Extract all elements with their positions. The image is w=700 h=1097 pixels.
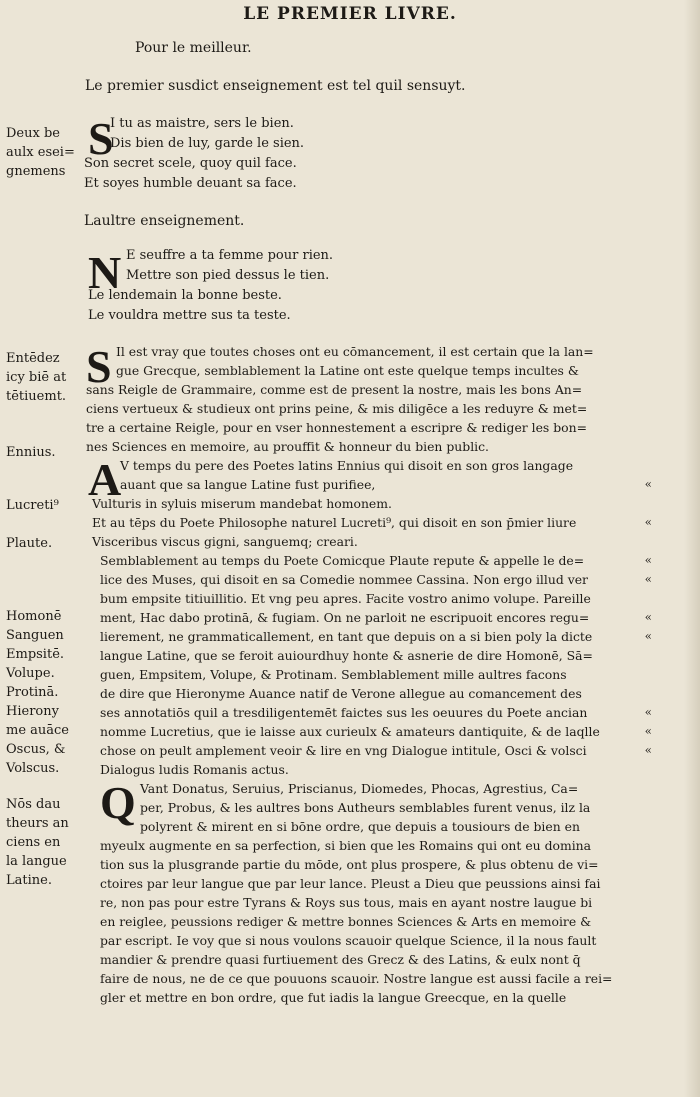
prose3-line: polyrent & mirent en si bōne ordre, que depuis a tousiours de bien en	[140, 819, 580, 834]
margin-note-homone: Homonē Sanguen Empsitē. Volupe. Protinā. Hierony me auāce Oscus, & Volscus.	[6, 609, 70, 776]
dropcap-q-prose3: Q	[100, 777, 136, 828]
prose2-line: ses annotatiōs quil a tresdiligentemēt faictes sus les oeuures du Poete ancian	[100, 705, 588, 720]
margin-note-deux-beaux: Deux be aulx esei= gnemens	[6, 126, 75, 179]
prose2-line: Visceribus viscus gigni, sanguemq; creari.	[92, 534, 358, 549]
prose2-line: Et au tēps du Poete Philosophe naturel Lucreti⁹, qui disoit en son p̄mier liure	[92, 515, 577, 530]
prose2-line: Dialogus ludis Romanis actus.	[100, 762, 289, 777]
margin-note-plaute: Plaute.	[6, 536, 53, 551]
quote-mark: «	[644, 724, 652, 738]
prose2-line: ment, Hac dabo protinā, & fugiam. On ne parloit ne escripuoit encores regu=	[100, 610, 590, 625]
dropcap-n-poem2: N	[88, 247, 122, 298]
quote-mark: «	[644, 515, 652, 529]
prose2-line: nomme Lucretius, que ie laisse aux curieulx & amateurs dantiquite, & de laqlle	[100, 724, 600, 739]
quote-mark: «	[644, 743, 652, 757]
prose1-line: tre a certaine Reigle, pour en vser honnestement a escripre & rediger les bon=	[86, 420, 587, 435]
poem2-line: Le lendemain la bonne beste.	[88, 288, 282, 303]
prose1-line: Il est vray que toutes choses ont eu cōmancement, il est certain que la lan=	[116, 344, 594, 359]
poem1-line: Son secret scele, quoy quil face.	[84, 156, 297, 171]
prose3-line: tion sus la plusgrande partie du mōde, ont plus prospere, & plus obtenu de vi=	[100, 857, 599, 872]
prose3-line: par escript. Ie voy que si nous voulons scauoir quelque Science, il la nous fault	[100, 933, 597, 948]
prose2-line: bum empsite titiuillitio. Et vng peu apres. Facite vostro animo volupe. Pareille	[100, 591, 591, 606]
prose1-line: nes Sciences en memoire, au prouffit & honneur du bien public.	[86, 439, 489, 454]
prose2-line: guen, Empsitem, Volupe, & Protinam. Semblablement mille aultres facons	[100, 667, 567, 682]
quote-mark: «	[644, 705, 652, 719]
prose2-line: de dire que Hieronyme Auance natif de Verone allegue au comancement des	[100, 686, 582, 701]
page-fold-shadow	[684, 0, 700, 1097]
margin-note-nos-autheurs: Nōs dau theurs an ciens en la langue Latine.	[6, 797, 69, 888]
pour-le-meilleur: Pour le meilleur.	[135, 40, 252, 56]
margin-note-lucreti: Lucreti⁹	[6, 498, 59, 513]
prose3-line: gler et mettre en bon ordre, que fut iadis la langue Greecque, en la quelle	[100, 990, 567, 1005]
poem1-line: Dis bien de luy, garde le sien.	[110, 136, 305, 151]
quote-mark: «	[644, 572, 652, 586]
premier-heading: Le premier susdict enseignement est tel quil sensuyt.	[85, 78, 466, 94]
second-heading: Laultre enseignement.	[84, 213, 245, 229]
dropcap-s-poem1: S	[88, 113, 114, 164]
prose3-line: faire de nous, ne de ce que pouuons scauoir. Nostre langue est aussi facile a rei=	[100, 971, 613, 986]
poem2-line: Le vouldra mettre sus ta teste.	[88, 308, 291, 323]
quote-mark: «	[644, 477, 652, 491]
prose3-line: en reiglee, peussions rediger & mettre bonnes Sciences & Arts en memoire &	[100, 914, 592, 929]
prose3-line: ctoires par leur langue que par leur lance. Pleust a Dieu que peussions ainsi fai	[100, 876, 601, 891]
prose2-line: Vulturis in syluis miserum mandebat homonem.	[92, 496, 392, 511]
quote-mark: «	[644, 553, 652, 567]
poem2-line: Mettre son pied dessus le tien.	[126, 268, 330, 283]
dropcap-s-prose1: S	[86, 341, 112, 392]
prose3-line: re, non pas pour estre Tyrans & Roys sus tous, mais en ayant nostre laugue bi	[100, 895, 593, 910]
running-title: LE PREMIER LIVRE.	[243, 4, 457, 24]
poem1-line: Et soyes humble deuant sa face.	[84, 176, 297, 191]
prose3-line: mandier & prendre quasi furtiuement des Grecz & des Latins, & eulx nont q̄	[100, 952, 581, 967]
prose2-line: chose on peult amplement veoir & lire en vng Dialogue intitule, Osci & volsci	[100, 743, 587, 758]
prose1-line: ciens vertueux & studieux ont prins peine, & mis diligēce a les reduyre & met=	[86, 401, 588, 416]
prose3-line: myeulx augmente en sa perfection, si bien que les Romains qui ont eu domina	[100, 838, 592, 853]
prose2-line: lierement, ne grammaticallement, en tant que depuis on a si bien poly la dicte	[100, 629, 593, 644]
prose2-line: lice des Muses, qui disoit en sa Comedie nommee Cassina. Non ergo illud ver	[100, 572, 588, 587]
prose2-line: langue Latine, que se feroit auiourdhuy honte & asnerie de dire Homonē, Sā=	[100, 648, 593, 663]
dropcap-a-prose2: A	[88, 454, 122, 505]
quote-mark: «	[644, 629, 652, 643]
poem2-line: E seuffre a ta femme pour rien.	[126, 248, 334, 263]
prose2-line: V temps du pere des Poetes latins Ennius qui disoit en son gros langage	[120, 458, 574, 473]
prose2-line: Semblablement au temps du Poete Comicque Plaute repute & appelle le de=	[100, 553, 585, 568]
margin-note-ennius: Ennius.	[6, 445, 56, 460]
prose1-line: sans Reigle de Grammaire, comme est de present la nostre, mais les bons An=	[86, 382, 583, 397]
prose3-line: Vant Donatus, Seruius, Priscianus, Diomedes, Phocas, Agrestius, Ca=	[140, 781, 579, 796]
margin-note-entendez: Entēdez icy biē at tētiuemt.	[6, 351, 67, 404]
prose2-line: auant que sa langue Latine fust purifiee,	[120, 477, 376, 492]
quote-mark: «	[644, 610, 652, 624]
prose3-line: per, Probus, & les aultres bons Autheurs semblables furent venus, ilz la	[140, 800, 591, 815]
poem1-line: I tu as maistre, sers le bien.	[110, 116, 294, 131]
prose1-line: gue Grecque, semblablement la Latine ont este quelque temps incultes &	[116, 363, 579, 378]
